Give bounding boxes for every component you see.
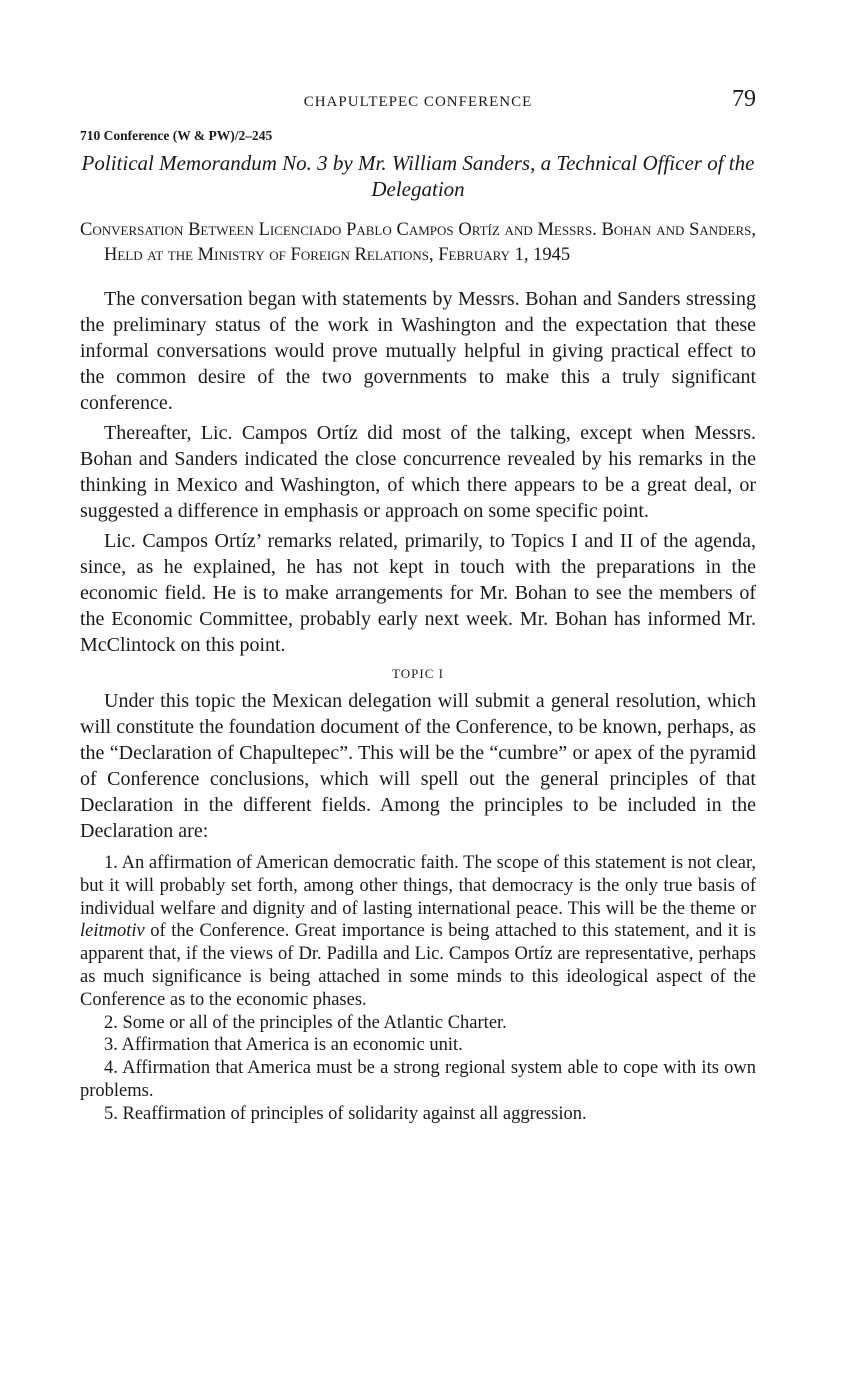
- paragraph-2: Thereafter, Lic. Campos Ortíz did most of the talking, except when Messrs. Bohan and Sanders indicated the close concurrence revealed by his remarks in the thinking in Mexico and Washington, of which there appears to be a great deal, or suggested a difference in emphasis or approach on some specific point.: [80, 422, 756, 522]
- paragraph-1: The conversation began with statements by Messrs. Bohan and Sanders stressing the preliminary status of the work in Washington and the expectation that these informal conversations would prove mutually helpful in giving practical effect to the common desire of the two governments to make this a truly significant conference.: [80, 288, 756, 414]
- document-title: Political Memorandum No. 3 by Mr. William Sanders, a Technical Officer of the Delegation: [81, 151, 755, 201]
- list-item: 4. Affirmation that America must be a strong regional system able to cope with its own problems.: [80, 1058, 756, 1101]
- list-item: 3. Affirmation that America is an economic unit.: [104, 1035, 463, 1056]
- page-number: 79: [732, 86, 756, 112]
- running-header: [80, 86, 756, 120]
- running-title: CHAPULTEPEC CONFERENCE: [303, 94, 533, 110]
- conversation-heading: Conversation Between Licenciado Pablo Campos Ortíz and Messrs. Bohan and Sanders, Held at the Ministry of Foreign Relations, February 1, 1945: [80, 220, 756, 265]
- topic-heading: TOPIC I: [392, 666, 444, 681]
- list-item: 2. Some or all of the principles of the Atlantic Charter.: [104, 1012, 507, 1033]
- document-page: [80, 86, 756, 1126]
- document-reference: 710 Conference (W & PW)/2–245: [80, 128, 273, 143]
- topic-paragraph: Under this topic the Mexican delegation will submit a general resolution, which will constitute the foundation document of the Conference, to be known, perhaps, as the “Declaration of Chapultepec”. This will be the “cumbre” or apex of the pyramid of Conference conclusions, which will spell out the general principles of that Declaration in the different fields. Among the principles to be included in the Declaration are:: [80, 690, 756, 842]
- list-item: 5. Reaffirmation of principles of solidarity against all aggression.: [104, 1103, 587, 1124]
- item-1-italic: leitmotiv: [80, 921, 145, 942]
- item-1-text-end: of the Conference. Great importance is being attached to this statement, and it is apparent that, if the views of Dr. Padilla and Lic. Campos Ortíz are representative, perhaps as much significance is being attached in some minds to this ideological aspect of the Conference as to the economic phases.: [80, 921, 756, 1010]
- list-item: [80, 852, 756, 1012]
- paragraph-3: Lic. Campos Ortíz’ remarks related, primarily, to Topics I and II of the agenda, since, as he explained, he has not kept in touch with the preparations in the economic field. He is to make arrangements for Mr. Bohan to see the members of the Economic Committee, probably early next week. Mr. Bohan has informed Mr. McClintock on this point.: [80, 530, 756, 656]
- item-1-text: 1. An affirmation of American democratic faith. The scope of this statement is not clear, but it will probably set forth, among other things, that democracy is the only true basis of individual welfare and dignity and of lasting international peace. This will be the theme or: [80, 853, 756, 919]
- principles-list: [80, 852, 756, 1126]
